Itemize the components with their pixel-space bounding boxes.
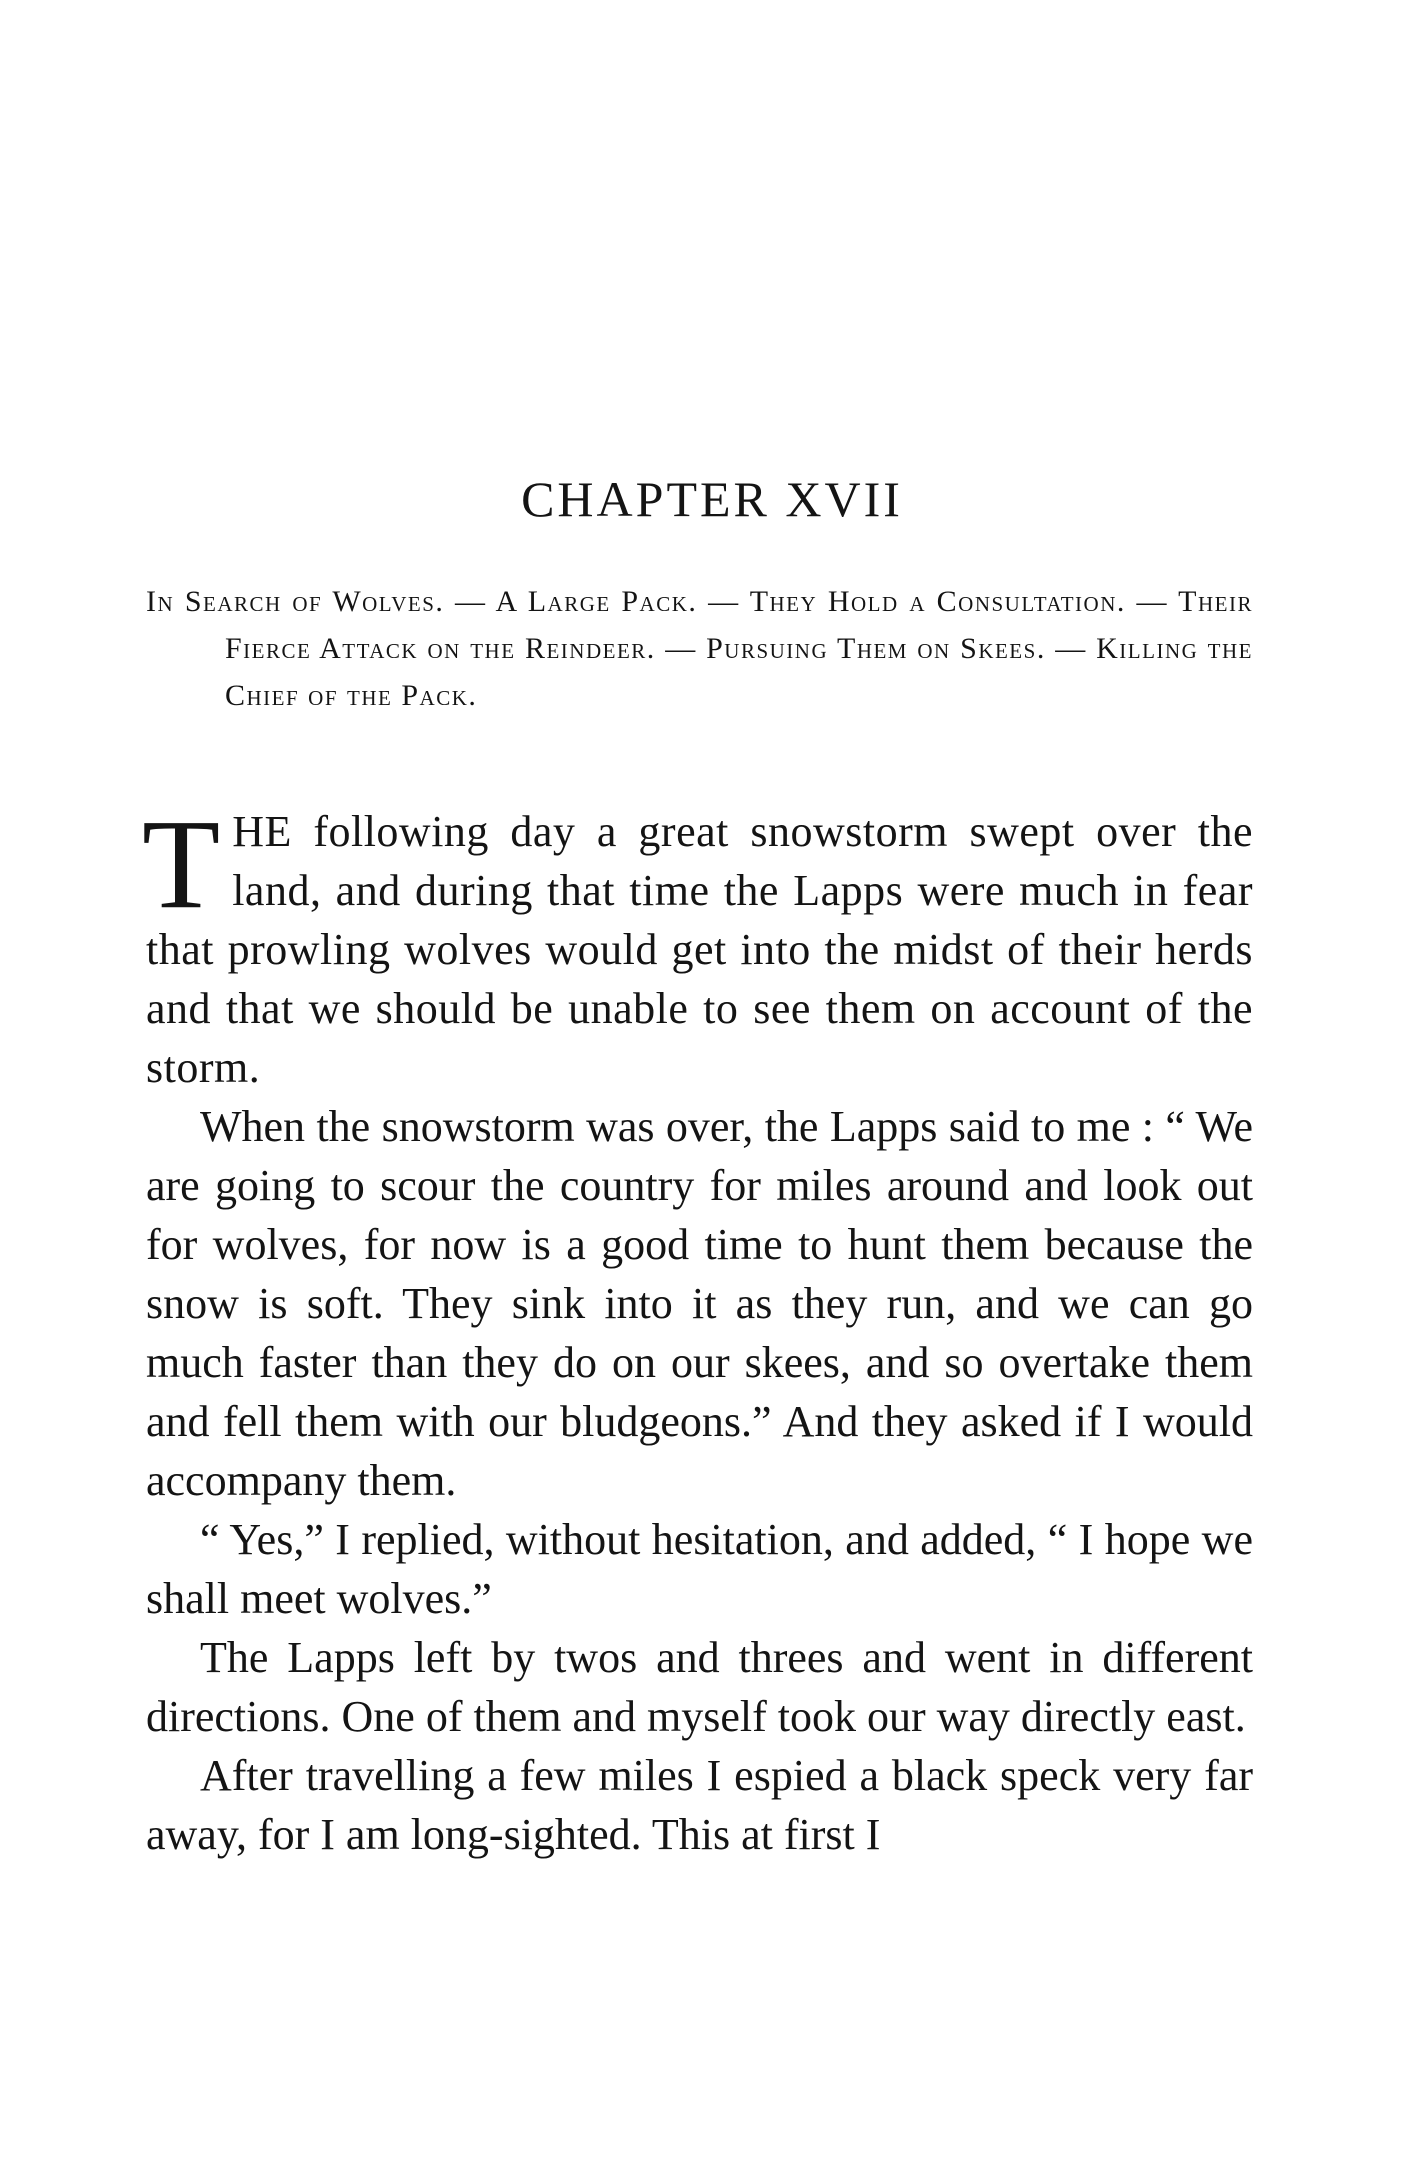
paragraph-3: “ Yes,” I replied, without hesitation, and added, “ I hope we shall meet wolves.” <box>146 1515 1253 1623</box>
chapter-summary: In Search of Wolves. — A Large Pack. — They Hold a Consultation. — Their Fierce Attack on the Reindeer. — Pursuing Them on Skees. — Killing the Chief of the Pack. <box>146 585 1253 712</box>
body-text <box>142 793 1253 1864</box>
paragraph-1-text: HE following day a great snowstorm swept over the land, and during that time the Lapps were much in fear that prowling wolves would get into the midst of their herds and that we should be unable to see them on account of the storm. <box>146 807 1253 1092</box>
chapter-title: CHAPTER XVII <box>521 471 903 527</box>
paragraph-1 <box>142 793 1253 1097</box>
drop-cap: T <box>142 793 221 935</box>
paragraph-5: After travelling a few miles I espied a black speck very far away, for I am long-sighted. This at first I <box>146 1751 1253 1859</box>
paragraph-2: When the snowstorm was over, the Lapps said to me : “ We are going to scour the country for miles around and look out for wolves, for now is a good time to hunt them because the snow is soft. They sink into it as they run, and we can go much faster than they do on our skees, and so overtake them and fell them with our bludgeons.” And they asked if I would accompany them. <box>146 1102 1253 1505</box>
paragraph-4: The Lapps left by twos and threes and went in different directions. One of them and myself took our way directly east. <box>146 1633 1253 1741</box>
